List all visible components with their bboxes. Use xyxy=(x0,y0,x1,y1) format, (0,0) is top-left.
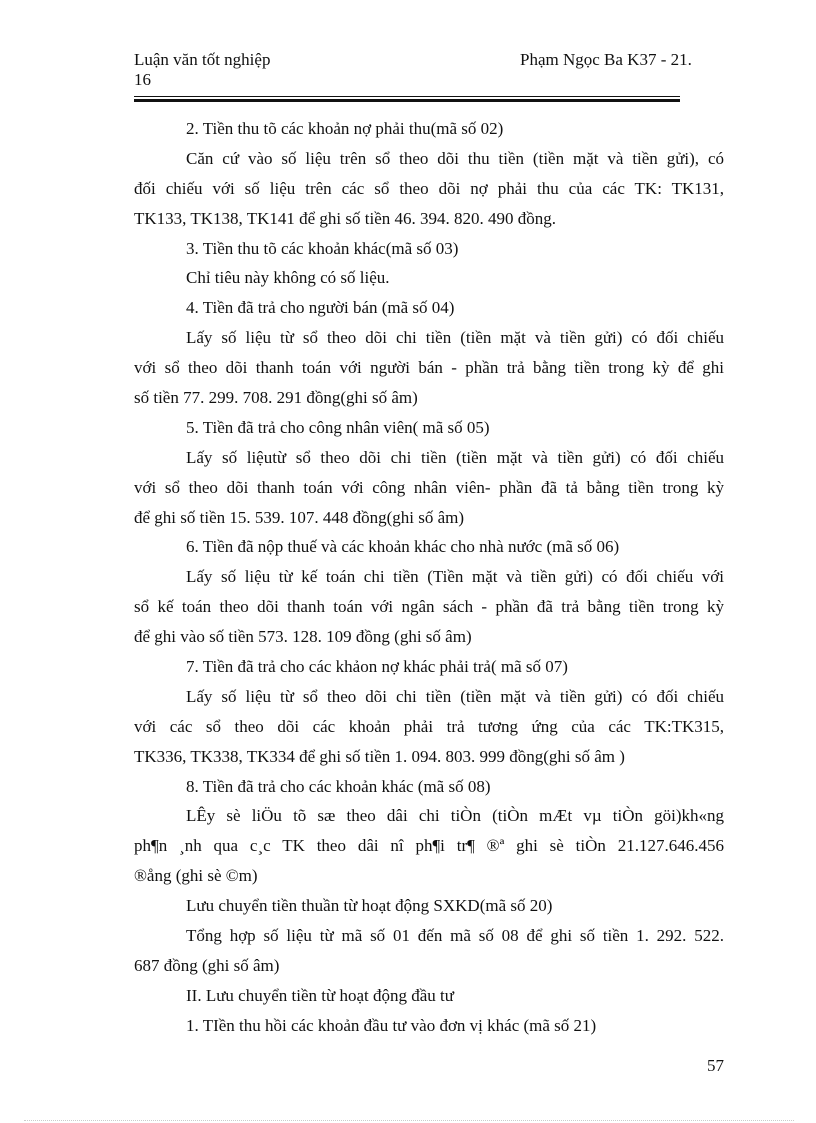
paragraph-line: với các sổ theo dõi các khoản phải trả tương ứng của các TK:TK315, xyxy=(134,716,724,736)
paragraph-line: TK336, TK338, TK334 để ghi số tiền 1. 094. 803. 999 đồng(ghi số âm ) xyxy=(134,746,625,766)
paragraph-line: với sổ theo dõi thanh toán với người bán - phần trả bằng tiền trong kỳ để ghi xyxy=(134,358,724,378)
paragraph-line: Lấy số liệu từ sổ theo dõi chi tiền (tiền mặt và tiền gửi) có đối chiếu xyxy=(186,686,724,706)
paragraph-line: Căn cứ vào số liệu trên sổ theo dõi thu tiền (tiền mặt và tiền gửi), có xyxy=(186,148,724,168)
thesis-title: Luận văn tốt nghiệp xyxy=(134,50,271,69)
paragraph-line: TK133, TK138, TK141 để ghi số tiền 46. 394. 820. 490 đồng. xyxy=(134,208,556,228)
heading-line: 5. Tiền đã trả cho công nhân viên( mã số 05) xyxy=(186,417,490,437)
header-rule-thick xyxy=(134,99,680,102)
paragraph-line: Lấy số liệutừ sổ theo dõi chi tiền (tiền mặt và tiền gửi) có đối chiếu xyxy=(186,447,724,467)
page-bottom-edge xyxy=(24,1120,794,1121)
paragraph-line: sổ kế toán theo dõi thanh toán với ngân sách - phần đã trả bằng tiền trong kỳ xyxy=(134,597,724,617)
section-heading: II. Lưu chuyển tiền từ hoạt động đầu tư xyxy=(186,985,454,1005)
heading-line: 3. Tiền thu tõ các khoản khác(mã số 03) xyxy=(186,238,459,258)
paragraph-line: Tổng hợp số liệu từ mã số 01 đến mã số 08 để ghi số tiền 1. 292. 522. xyxy=(186,926,724,946)
paragraph-line: số tiền 77. 299. 708. 291 đồng(ghi số âm) xyxy=(134,388,418,408)
paragraph-line: LÊy sè liÖu tõ sæ theo dâi chi tiÒn (tiÒn mÆt vµ tiÒn göi)kh«ng xyxy=(186,806,724,826)
heading-line: 4. Tiền đã trả cho người bán (mã số 04) xyxy=(186,298,455,318)
heading-line: 2. Tiền thu tõ các khoản nợ phải thu(mã số 02) xyxy=(186,119,504,138)
page-number: 57 xyxy=(707,1056,724,1075)
paragraph-line: ph¶n ¸nh qua c¸c TK theo dâi nî ph¶i tr¶ ®ª ghi sè tiÒn 21.127.646.456 xyxy=(134,836,724,856)
heading-line: 7. Tiền đã trả cho các khảon nợ khác phải trả( mã số 07) xyxy=(186,657,568,677)
header-rule-thin xyxy=(134,96,680,97)
paragraph-line: Lấy số liệu từ kế toán chi tiền (Tiền mặt và tiền gửi) có đối chiếu với xyxy=(186,567,724,587)
paragraph-line: để ghi vào số tiền 573. 128. 109 đồng (ghi số âm) xyxy=(134,627,472,647)
heading-line: Lưu chuyển tiền thuần từ hoạt động SXKD(mã số 20) xyxy=(186,896,553,916)
heading-line: 8. Tiền đã trả cho các khoản khác (mã số 08) xyxy=(186,776,491,796)
paragraph-line: Chỉ tiêu này không có số liệu. xyxy=(186,268,390,288)
header-number: 16 xyxy=(134,70,151,89)
paragraph-line: 687 đồng (ghi số âm) xyxy=(134,955,280,975)
paragraph-line: với sổ theo dõi thanh toán với công nhân viên- phần đã tả bằng tiền trong kỳ xyxy=(134,477,724,497)
body-text xyxy=(134,114,724,1041)
paragraph-line: ®ång (ghi sè ©m) xyxy=(134,866,258,886)
page-header-left xyxy=(134,50,270,90)
paragraph-line: để ghi số tiền 15. 539. 107. 448 đồng(ghi số âm) xyxy=(134,507,465,527)
heading-line: 6. Tiền đã nộp thuế và các khoản khác cho nhà nước (mã số 06) xyxy=(186,537,620,557)
author-name: Phạm Ngọc Ba K37 - 21. xyxy=(520,50,692,69)
heading-line: 1. TIền thu hồi các khoản đầu tư vào đơn vị khác (mã số 21) xyxy=(186,1015,597,1035)
paragraph-line: Lấy số liệu từ sổ theo dõi chi tiền (tiền mặt và tiền gửi) có đối chiếu xyxy=(186,328,724,348)
paragraph-line: đối chiếu với số liệu trên các sổ theo dõi nợ phải thu của các TK: TK131, xyxy=(134,178,724,198)
